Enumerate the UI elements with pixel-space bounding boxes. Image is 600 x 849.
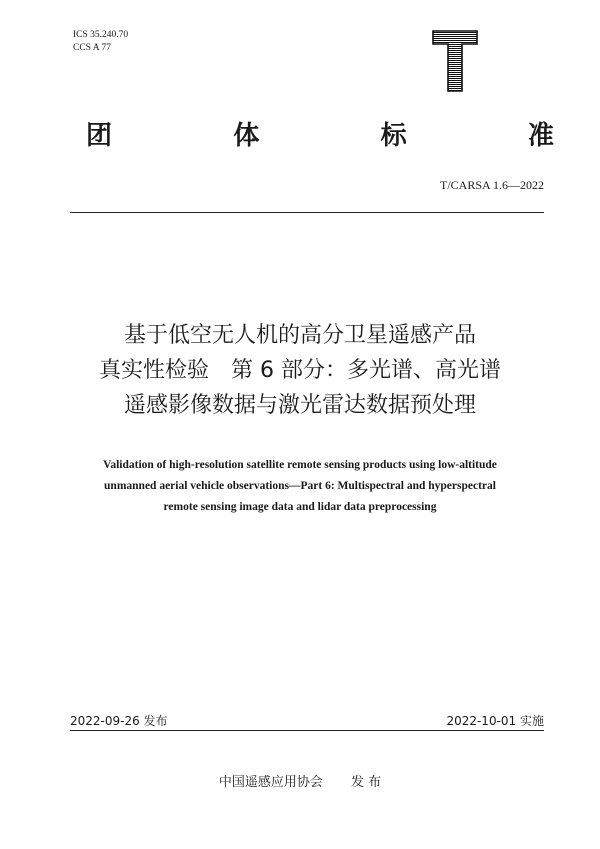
standard-type-heading — [86, 118, 554, 154]
chinese-title-line: 基于低空无人机的高分卫星遥感产品 — [123, 323, 476, 348]
chinese-title-line: 真实性检验 第 6 部分：多光谱、高光谱 — [99, 358, 501, 383]
issue-date: 2022-09-26 发布 — [70, 714, 168, 728]
chinese-title — [40, 318, 560, 423]
standard-type-char: 团 — [86, 121, 113, 151]
standard-type-char: 体 — [233, 121, 260, 151]
date-row — [70, 712, 544, 729]
chinese-title-line: 遥感影像数据与激光雷达数据预处理 — [123, 393, 476, 418]
implementation-date: 2022-10-01 实施 — [446, 714, 544, 728]
standard-type-char: 准 — [527, 121, 554, 151]
bottom-divider — [70, 730, 544, 731]
english-title-line: remote sensing image data and lidar data preprocessing — [163, 501, 437, 513]
classification-codes — [73, 29, 128, 55]
big-letter-t — [432, 30, 478, 92]
publisher-line — [0, 771, 600, 790]
ccs-code: CCS A 77 — [73, 43, 112, 53]
ics-code: ICS 35.240.70 — [73, 30, 129, 40]
publisher-name: 中国遥感应用协会 — [218, 775, 323, 790]
standard-type-char: 标 — [380, 121, 407, 151]
standard-category-mark — [432, 30, 478, 92]
english-title-line: Validation of high-resolution satellite remote sensing products using low-altitude — [103, 459, 497, 471]
english-title-line: unmanned aerial vehicle observations—Part 6: Multispectral and hyperspectral — [104, 480, 496, 492]
publisher-action: 发 布 — [350, 775, 382, 790]
top-divider — [70, 212, 544, 213]
english-title — [40, 455, 560, 518]
standard-number: T/CARSA 1.6—2022 — [439, 178, 544, 192]
